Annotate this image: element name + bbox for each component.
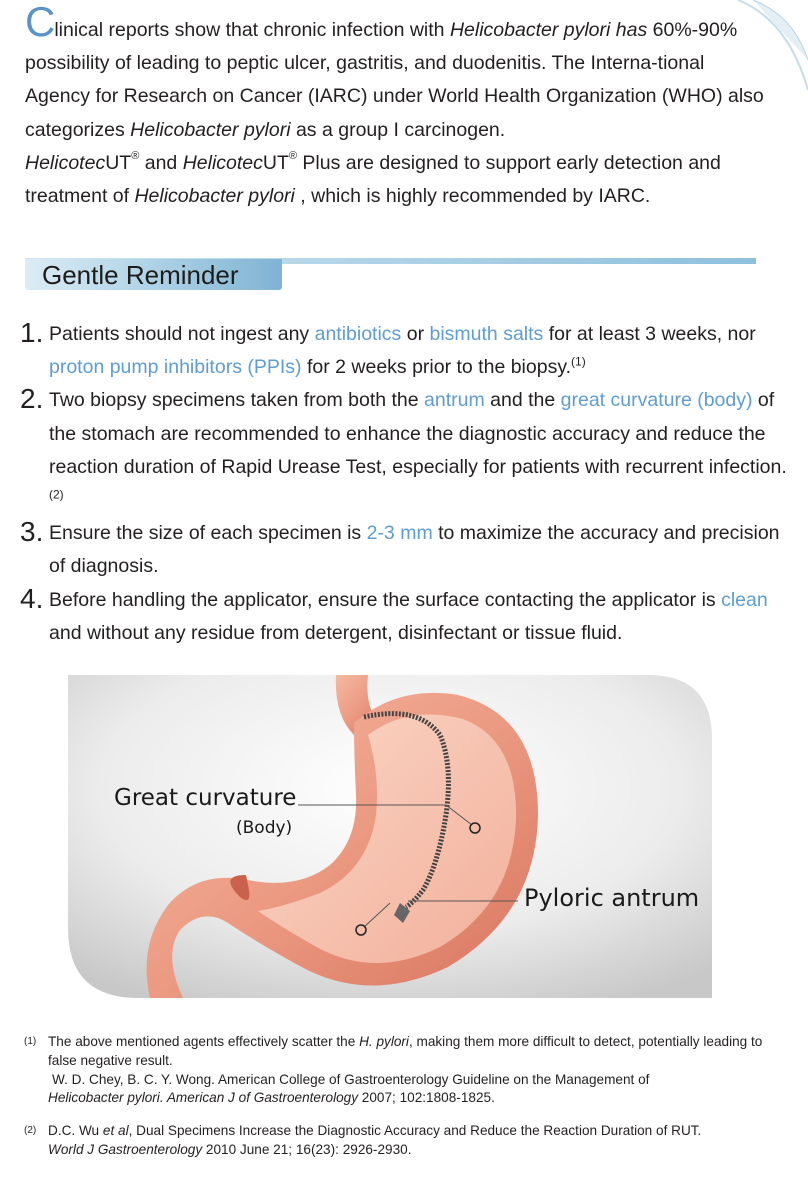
- citation-marker: (2): [49, 487, 64, 502]
- step-item: [20, 584, 790, 650]
- step-number: 3.: [20, 516, 44, 548]
- reference-2: (2) D.C. Wu et al, Dual Specimens Increase the Diagnostic Accuracy and Reduce the Reaction Duration of RUT. World J Gastroenterology 2010 June 21; 16(23): 2926-2930.: [24, 1123, 702, 1157]
- brand-name: Helicotec: [25, 151, 106, 174]
- dropcap: C: [25, 0, 55, 45]
- highlight-term: clean: [721, 588, 768, 611]
- step-text: or: [401, 323, 430, 345]
- step-text: and the: [484, 389, 561, 412]
- reference-1: (1) The above mentioned agents effectively scatter the H. pylori, making them more difficult to detect, potentially leading to false negative result. W. D. Chey, B. C. Y. Wong. American College of Gastroenterology Guideline on the Management of Helicobacter pylori. American J of Gastroenterology 2007; 102:1808-1825.: [24, 1034, 763, 1106]
- highlight-term: antibiotics: [314, 323, 402, 345]
- highlight-term: bismuth salts: [429, 323, 544, 345]
- highlight-term: 2-3 mm: [366, 522, 433, 545]
- stomach-illustration: [68, 675, 712, 998]
- step-text: to maximize the accuracy and precision of diagnosis.: [49, 522, 780, 578]
- step-number: 2.: [20, 383, 44, 415]
- step-text: Patients should not ingest any: [49, 323, 315, 345]
- step-text: for 2 weeks prior to the biopsy.: [301, 356, 572, 379]
- step-text: Before handling the applicator, ensure the surface contacting the applicator is: [49, 588, 722, 611]
- citation-marker: (1): [571, 354, 586, 369]
- highlight-term: great curvature (body): [560, 389, 753, 412]
- brand-name: Helicotec: [182, 151, 263, 174]
- step-item: [20, 517, 790, 583]
- label-great-curvature: Great curvature: [114, 785, 297, 811]
- step-number: 4.: [20, 582, 44, 614]
- step-text: Ensure the size of each specimen is: [49, 522, 367, 545]
- reminder-steps-list: [20, 318, 790, 650]
- step-text: and without any residue from detergent, disinfectant or tissue fluid.: [49, 621, 623, 644]
- step-item: [20, 384, 790, 517]
- references: [24, 1033, 784, 1160]
- reminder-heading: Gentle Reminder: [42, 260, 239, 290]
- label-pyloric-antrum: Pyloric antrum: [524, 884, 700, 912]
- intro-paragraph: Clinical reports show that chronic infection with Helicobacter pylori has 60%-90% possibility of leading to peptic ulcer, gastritis, and duodenitis. The Interna-tional Agency for Research on Cancer (IARC) under World Health Organization (WHO) also categorizes Helicobacter pylori as a group I carcinogen. HelicotecUT® and HelicotecUT® Plus are designed to support early detection and treatment of Helicobacter pylori , which is highly recommended by IARC.: [25, 0, 764, 208]
- stomach-icon: [68, 675, 712, 998]
- highlight-term: antrum: [424, 389, 485, 412]
- label-body: (Body): [236, 818, 293, 838]
- step-text: for at least 3 weeks, nor: [543, 323, 756, 345]
- step-text: of the stomach are recommended to enhance the diagnostic accuracy and reduce the reaction duration of Rapid Urease Test, especially for patients with recurrent infection.: [49, 389, 787, 478]
- highlight-term: proton pump inhibitors (PPIs): [49, 356, 302, 379]
- step-item: [20, 318, 790, 384]
- step-text: Two biopsy specimens taken from both the: [49, 389, 425, 412]
- step-number: 1.: [20, 317, 44, 348]
